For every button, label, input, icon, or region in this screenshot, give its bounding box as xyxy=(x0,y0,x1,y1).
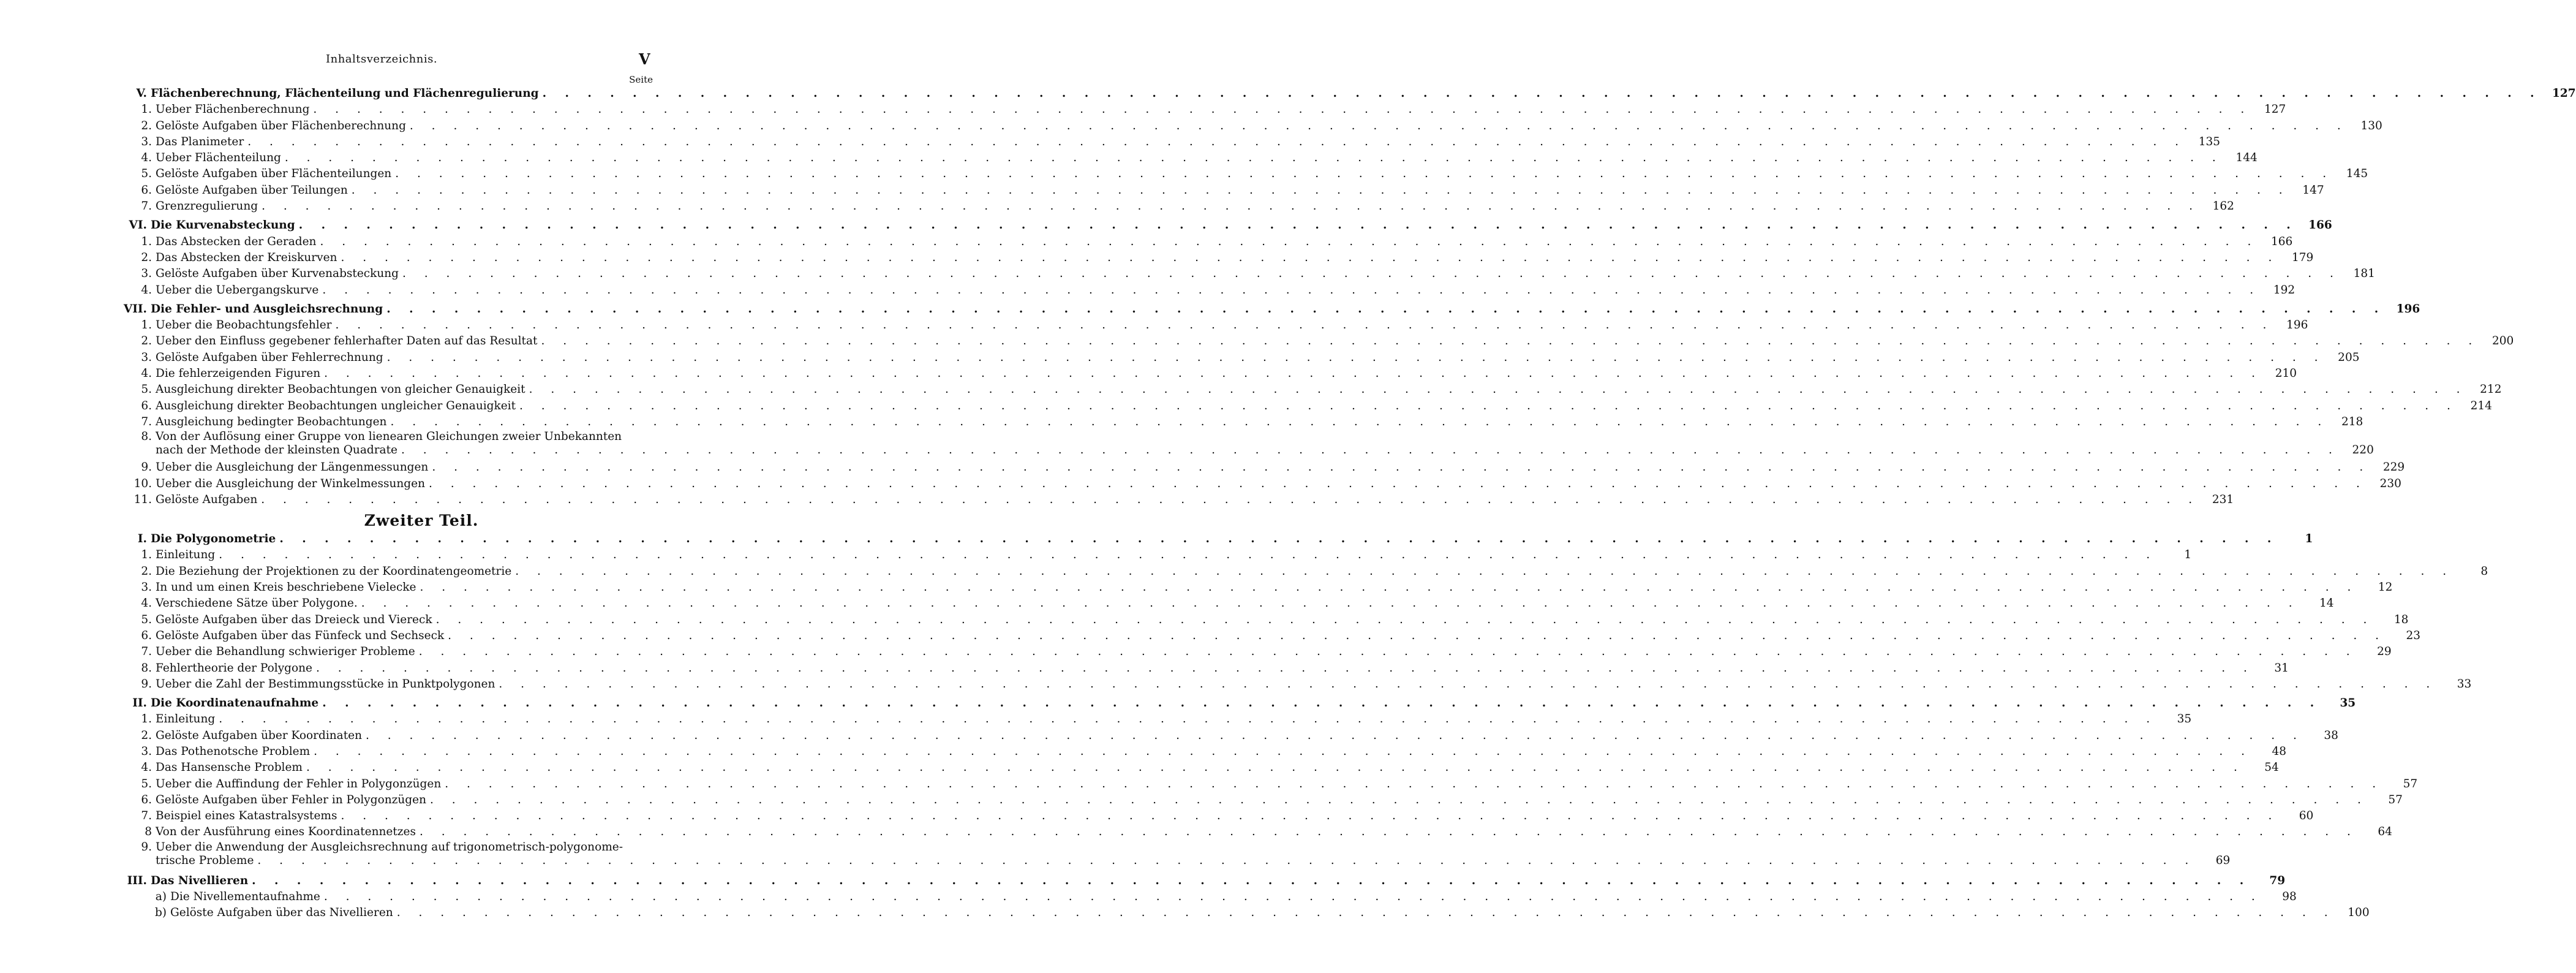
item-title: Das Abstecken der Geraden xyxy=(156,235,317,248)
toc-item xyxy=(104,676,2472,692)
item-number: 1. xyxy=(141,319,152,332)
item-title-continued: trische Probleme xyxy=(156,854,254,867)
toc-item xyxy=(104,382,2502,398)
item-number: 1. xyxy=(141,713,152,726)
item-title: Ueber die Behandlung schwieriger Probleme xyxy=(156,645,415,659)
item-title: Gelöste Aufgaben über Koordinaten xyxy=(156,729,362,742)
item-title: Ueber die Uebergangskurve xyxy=(156,283,319,297)
leader-dots xyxy=(415,644,2357,660)
section-entry xyxy=(104,218,2332,233)
item-number: 4. xyxy=(141,761,152,774)
leader-dots xyxy=(425,476,2367,492)
page-ref: 79 xyxy=(2269,874,2286,887)
toc-item xyxy=(104,889,2297,905)
toc-item xyxy=(104,250,2314,266)
item-number: 3. xyxy=(141,581,152,594)
page-ref: 181 xyxy=(2353,267,2375,281)
item-title: Gelöste Aufgaben über Kurvenabsteckung xyxy=(156,267,399,281)
leader-dots xyxy=(383,350,2326,366)
page-ref: 18 xyxy=(2393,613,2409,626)
item-title: Die Nivellementaufnahme xyxy=(170,890,320,904)
leader-dots xyxy=(248,873,2251,889)
item-title: Ausgleichung bedingter Beobachtungen xyxy=(156,415,387,428)
section-title: Flächenberechnung, Flächenteilung und Flächenregulierung xyxy=(151,87,539,100)
page-ref: 196 xyxy=(2396,302,2420,316)
leader-dots xyxy=(362,728,2304,744)
item-title: Das Hansensche Problem xyxy=(156,761,303,774)
toc-item xyxy=(104,760,2279,776)
leader-dots xyxy=(320,366,2262,382)
leader-dots xyxy=(416,580,2359,596)
toc-item xyxy=(104,728,2338,744)
section-entry xyxy=(104,531,2313,547)
leader-dots xyxy=(358,596,2300,611)
page-ref: 210 xyxy=(2275,367,2297,380)
toc-item xyxy=(104,808,2314,824)
item-number: 5. xyxy=(141,613,152,626)
item-number: b) xyxy=(154,906,167,920)
item-title: Einleitung xyxy=(156,548,216,562)
section-number: V. xyxy=(136,87,147,100)
leader-dots xyxy=(310,744,2252,760)
toc-item xyxy=(104,547,2192,563)
toc-item xyxy=(104,840,2231,870)
item-title: Von der Ausführung eines Koordinatennetzes xyxy=(156,825,416,839)
leader-dots xyxy=(399,266,2341,282)
item-title: Grenzregulierung xyxy=(156,200,258,213)
item-title: Gelöste Aufgaben über Flächenteilungen xyxy=(156,167,392,181)
page-ref: 54 xyxy=(2264,761,2279,774)
toc-item xyxy=(104,580,2393,596)
page-ref: 14 xyxy=(2319,597,2334,610)
page-ref: 192 xyxy=(2273,283,2295,297)
item-number: 6. xyxy=(141,183,152,197)
item-title: In und um einen Kreis beschriebene Vielecke xyxy=(156,581,416,594)
toc-item xyxy=(104,744,2287,760)
section-title: Die Koordinatenaufnahme xyxy=(151,697,319,710)
leader-dots xyxy=(276,531,2278,547)
page-ref: 205 xyxy=(2338,350,2360,364)
leader-dots xyxy=(312,661,2254,676)
item-number: 3. xyxy=(141,267,152,281)
item-number: 9. xyxy=(141,677,152,691)
item-number: 10. xyxy=(134,477,152,490)
item-title: Ueber Flächenteilung xyxy=(156,151,281,165)
section-title: Das Nivellieren xyxy=(151,874,249,887)
toc-item xyxy=(104,824,2392,840)
leader-dots xyxy=(511,564,2454,580)
page-ref: 179 xyxy=(2292,251,2314,264)
toc-item xyxy=(104,612,2409,628)
leader-dots xyxy=(303,760,2245,776)
toc-item xyxy=(104,266,2375,282)
part-heading: Zweiter Teil. xyxy=(364,512,479,530)
leader-dots xyxy=(332,317,2274,333)
item-number: 8. xyxy=(141,430,152,444)
section-number: I. xyxy=(137,532,147,546)
item-title: Verschiedene Sätze über Polygone. xyxy=(156,597,358,610)
leader-dots xyxy=(386,414,2329,430)
page-number: V xyxy=(639,50,650,68)
section-number: VII. xyxy=(123,302,147,316)
leader-dots xyxy=(318,695,2321,711)
page-ref: 231 xyxy=(2212,493,2234,506)
item-title: Von der Auflösung einer Gruppe von lienearen Gleichungen zweier Unbekannten xyxy=(156,430,622,444)
leader-dots xyxy=(441,776,2383,792)
leader-dots xyxy=(525,382,2468,398)
toc-item xyxy=(104,460,2405,475)
item-title: Das Planimeter xyxy=(156,135,244,148)
item-title: Gelöste Aufgaben xyxy=(156,493,258,506)
item-number: 5. xyxy=(141,777,152,790)
item-title: Die fehlerzeigenden Figuren xyxy=(156,367,321,380)
section-number: II. xyxy=(132,697,147,710)
toc-item xyxy=(104,661,2289,676)
toc-item xyxy=(104,430,2374,460)
page-ref: 166 xyxy=(2271,235,2293,248)
item-number: 7. xyxy=(141,645,152,659)
toc-item xyxy=(104,183,2324,199)
page-ref: 162 xyxy=(2212,200,2234,213)
page-ref: 220 xyxy=(2352,444,2374,457)
item-number: 2. xyxy=(141,119,152,132)
item-number: 4. xyxy=(141,597,152,610)
item-title: Gelöste Aufgaben über Flächenberechnung xyxy=(156,119,406,132)
item-number: 2. xyxy=(141,251,152,264)
item-number: 8 xyxy=(145,825,152,839)
page-ref: 57 xyxy=(2388,793,2403,806)
leader-dots xyxy=(254,854,2196,868)
section-entry xyxy=(104,695,2356,711)
page-ref: 57 xyxy=(2403,777,2418,790)
section-title: Die Polygonometrie xyxy=(151,532,276,546)
page-ref: 144 xyxy=(2235,151,2258,165)
section-title: Die Kurvenabsteckung xyxy=(151,219,295,232)
page-ref: 8 xyxy=(2480,564,2488,578)
leader-dots xyxy=(495,676,2437,692)
item-title: Gelöste Aufgaben über das Dreieck und Viereck xyxy=(156,613,432,626)
toc-item xyxy=(104,333,2514,349)
page-ref: 29 xyxy=(2377,645,2392,659)
toc-item xyxy=(104,476,2401,492)
toc-item xyxy=(104,414,2363,430)
leader-dots xyxy=(432,612,2375,628)
leader-dots xyxy=(539,86,2542,102)
leader-dots xyxy=(295,218,2298,233)
toc-item xyxy=(104,492,2234,508)
leader-dots xyxy=(244,134,2186,150)
toc-item xyxy=(104,234,2293,250)
toc-item xyxy=(104,350,2360,366)
page-ref: 1 xyxy=(2184,548,2192,562)
toc-item xyxy=(104,166,2368,182)
toc-item xyxy=(104,118,2382,134)
item-title: Ueber die Zahl der Bestimmungsstücke in Punktpolygonen xyxy=(156,677,495,691)
page-ref: 229 xyxy=(2382,461,2405,474)
item-title: Gelöste Aufgaben über Fehler in Polygonzügen xyxy=(156,793,427,806)
toc-item xyxy=(104,134,2221,150)
item-title: Ueber Flächenberechnung xyxy=(156,103,310,116)
item-number: a) xyxy=(155,890,167,904)
item-title: Fehlertheorie der Polygone xyxy=(156,661,312,675)
page-ref: 35 xyxy=(2340,697,2356,710)
toc-item xyxy=(104,596,2334,611)
item-title: Einleitung xyxy=(156,713,216,726)
page-ref: 69 xyxy=(2215,854,2231,867)
toc-item xyxy=(104,644,2392,660)
toc-item xyxy=(104,366,2297,382)
item-number: 6. xyxy=(141,793,152,806)
page-ref: 145 xyxy=(2346,167,2368,181)
item-number: 7. xyxy=(141,200,152,213)
item-number: 2. xyxy=(141,729,152,742)
page-ref: 98 xyxy=(2282,890,2297,904)
item-title: Ueber die Ausgleichung der Längenmessungen xyxy=(156,461,429,474)
page-ref: 12 xyxy=(2378,581,2393,594)
toc-item xyxy=(104,150,2258,166)
leader-dots xyxy=(348,183,2290,199)
leader-dots xyxy=(391,166,2333,182)
item-number: 1. xyxy=(141,548,152,562)
leader-dots xyxy=(383,301,2386,317)
item-number: 2. xyxy=(141,564,152,578)
page-ref: 60 xyxy=(2299,809,2314,823)
leader-dots xyxy=(320,889,2262,905)
item-title: Ueber die Anwendung der Ausgleichsrechnung auf trigonometrisch-polygonome- xyxy=(156,840,623,854)
item-title-continued: nach der Methode der kleinsten Quadrate xyxy=(156,444,397,457)
item-title: Ausgleichung direkter Beobachtungen ungleicher Genauigkeit xyxy=(156,399,516,412)
leader-dots xyxy=(309,102,2251,118)
running-title: Inhaltsverzeichnis. xyxy=(326,53,438,66)
page-ref: 147 xyxy=(2302,183,2324,197)
item-number: 4. xyxy=(141,283,152,297)
section-number: VI. xyxy=(129,219,147,232)
leader-dots xyxy=(516,398,2458,414)
page-ref: 212 xyxy=(2480,383,2502,396)
page-ref: 48 xyxy=(2272,744,2287,758)
item-title: Ueber den Einfluss gegebener fehlerhafter Daten auf das Resultat xyxy=(156,335,538,348)
page-ref: 230 xyxy=(2379,477,2401,490)
page-ref: 166 xyxy=(2308,219,2332,232)
item-number: 7. xyxy=(141,415,152,428)
toc-item xyxy=(104,317,2308,333)
toc-item xyxy=(104,564,2488,580)
item-title: Gelöste Aufgaben über das Fünfeck und Sechseck xyxy=(156,629,445,642)
section-title: Die Fehler- und Ausgleichsrechnung xyxy=(151,302,383,316)
section-number: III. xyxy=(127,874,147,887)
item-number: 1. xyxy=(141,235,152,248)
item-number: 4. xyxy=(141,151,152,165)
page-ref: 214 xyxy=(2470,399,2492,412)
section-entry xyxy=(104,873,2286,889)
item-number: 5. xyxy=(141,167,152,181)
item-number: 2. xyxy=(141,335,152,348)
item-title: Ausgleichung direkter Beobachtungen von gleicher Genauigkeit xyxy=(156,383,525,396)
page-ref: 31 xyxy=(2274,661,2289,675)
page-ref: 218 xyxy=(2341,415,2363,428)
toc-item xyxy=(104,628,2421,644)
item-number: 1. xyxy=(141,103,152,116)
toc-item xyxy=(104,398,2492,414)
leader-dots xyxy=(393,905,2335,921)
leader-dots xyxy=(318,282,2261,298)
leader-dots xyxy=(406,118,2348,134)
page-ref: 130 xyxy=(2360,119,2382,132)
item-number: 3. xyxy=(141,135,152,148)
item-title: Ueber die Ausgleichung der Winkelmessungen xyxy=(156,477,425,490)
page-ref: 135 xyxy=(2198,135,2221,148)
leader-dots xyxy=(426,792,2368,808)
item-number: 8. xyxy=(141,661,152,675)
leader-dots xyxy=(428,460,2370,475)
leader-dots xyxy=(416,824,2358,840)
column-label-seite: Seite xyxy=(629,74,653,85)
leader-dots xyxy=(316,234,2258,250)
item-number: 6. xyxy=(141,399,152,412)
item-number: 4. xyxy=(141,367,152,380)
page-ref: 127 xyxy=(2552,87,2576,100)
page-ref: 200 xyxy=(2492,335,2514,348)
item-title: Gelöste Aufgaben über Fehlerrechnung xyxy=(156,350,383,364)
item-number: 5. xyxy=(141,383,152,396)
page-ref: 23 xyxy=(2406,629,2421,642)
page-ref: 1 xyxy=(2305,532,2313,546)
page-ref: 64 xyxy=(2378,825,2392,839)
item-number: 6. xyxy=(141,629,152,642)
toc-item xyxy=(104,102,2286,118)
item-number: 9. xyxy=(141,840,152,854)
item-number: 3. xyxy=(141,744,152,758)
toc-item xyxy=(104,711,2192,727)
section-entry xyxy=(104,86,2576,102)
page-ref: 127 xyxy=(2264,103,2286,116)
page-ref: 33 xyxy=(2457,677,2472,691)
section-entry xyxy=(104,301,2420,317)
leader-dots xyxy=(258,199,2200,214)
leader-dots xyxy=(215,711,2157,727)
item-title: Ueber die Auffindung der Fehler in Polygonzügen xyxy=(156,777,442,790)
item-number: 7. xyxy=(141,809,152,823)
leader-dots xyxy=(444,628,2386,644)
leader-dots xyxy=(257,492,2199,508)
leader-dots xyxy=(537,333,2479,349)
leader-dots xyxy=(215,547,2157,563)
item-title: Gelöste Aufgaben über das Nivellieren xyxy=(170,906,393,920)
page-ref: 35 xyxy=(2177,713,2192,726)
page-ref: 196 xyxy=(2286,319,2308,332)
leader-dots xyxy=(281,150,2223,166)
toc-item xyxy=(104,776,2418,792)
page-ref: 100 xyxy=(2348,906,2370,920)
item-title: Die Beziehung der Projektionen zu der Koordinatengeometrie xyxy=(156,564,512,578)
item-title: Gelöste Aufgaben über Teilungen xyxy=(156,183,348,197)
toc-item xyxy=(104,905,2370,921)
toc-item xyxy=(104,199,2234,214)
item-number: 11. xyxy=(134,493,152,506)
leader-dots xyxy=(397,444,2340,457)
item-title: Das Pothenotsche Problem xyxy=(156,744,311,758)
toc-item xyxy=(104,282,2295,298)
item-number: 9. xyxy=(141,461,152,474)
page-header xyxy=(0,50,729,70)
item-title: Ueber die Beobachtungsfehler xyxy=(156,319,332,332)
leader-dots xyxy=(337,250,2279,266)
leader-dots xyxy=(337,808,2279,824)
item-title: Beispiel eines Katastralsystems xyxy=(156,809,337,823)
page-ref: 38 xyxy=(2324,729,2338,742)
item-number: 3. xyxy=(141,350,152,364)
table-of-contents xyxy=(104,86,2576,922)
item-title: Das Abstecken der Kreiskurven xyxy=(156,251,337,264)
toc-item xyxy=(104,792,2403,808)
